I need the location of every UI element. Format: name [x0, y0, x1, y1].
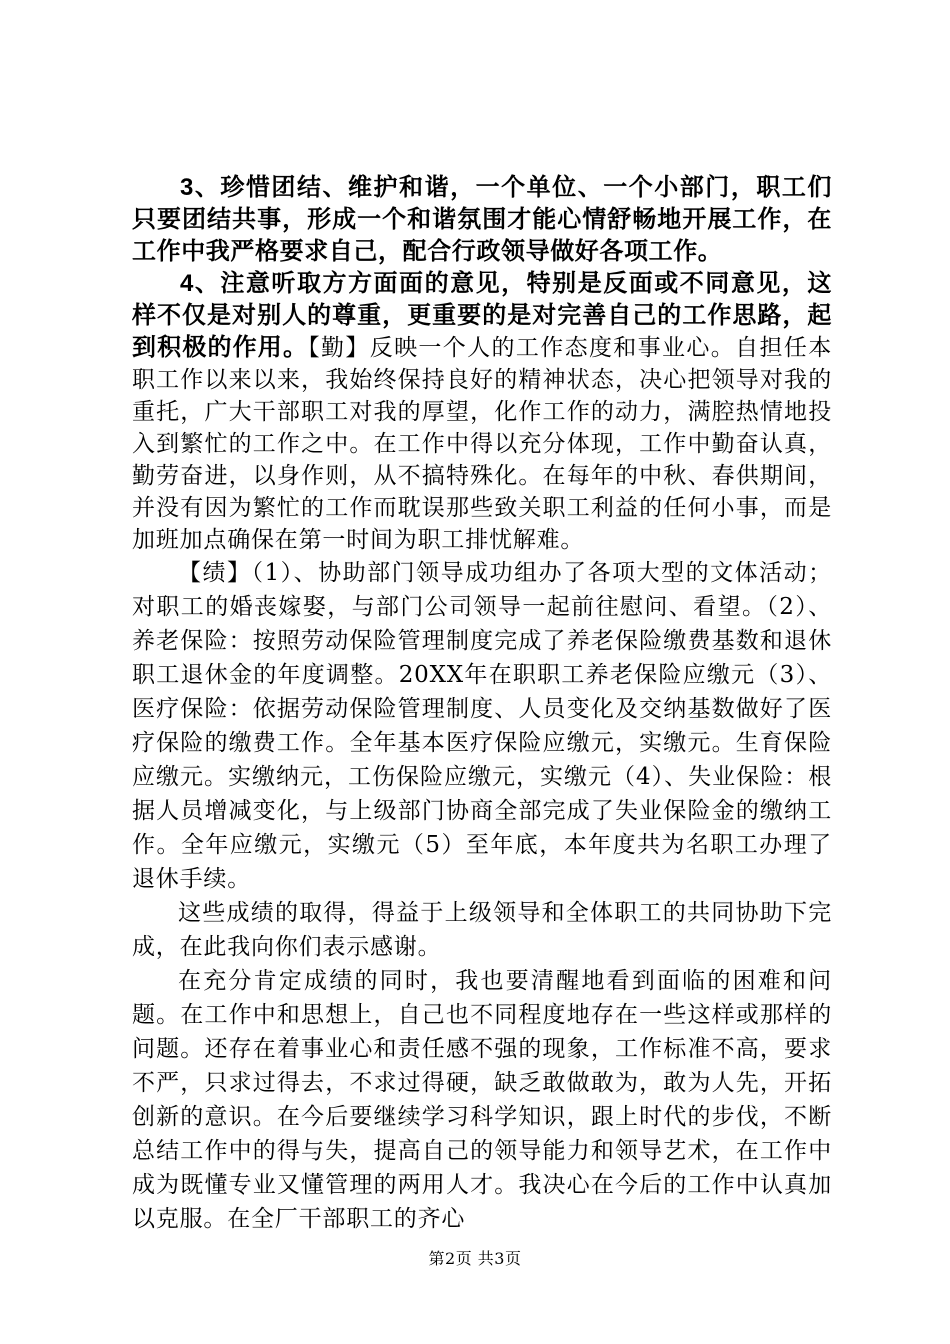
- paragraph-problems: 在充分肯定成绩的同时，我也要清醒地看到面临的困难和问题。在工作中和思想上，自己也不同程度地存在一些这样或那样的问题。还存在着事业心和责任感不强的现象，工作标准不高，要求不严，只求过得去，不求过得硬，缺乏敢做敢为，敢为人先，开拓创新的意识。在今后要继续学习科学知识，跟上时代的步伐，不断总结工作中的得与失，提高自己的领导能力和领导艺术，在工作中成为既懂专业又懂管理的两用人才。我决心在今后的工作中认真加以克服。在全厂干部职工的齐心: [132, 968, 832, 1232]
- document-body: [132, 172, 832, 1236]
- paragraph-4-diligence-text: 【勤】反映一个人的工作态度和事业心。自担任本职工作以来以来，我始终保持良好的精神状态，决心把领导对我的重托，广大干部职工对我的厚望，化作工作的动力，满腔热情地投入到繁忙的工作之中。在工作中得以充分体现，工作中勤奋认真，勤劳奋进，以身作则，从不搞特殊化。在每年的中秋、春供期间，并没有因为繁忙的工作而耽误那些致关职工利益的任何小事，而是加班加点确保在第一时间为职工排忧解难。: [132, 335, 832, 553]
- paragraph-4-bold-text: 4、注意听取方方面面的意见，特别是反面或不同意见，这样不仅是对别人的尊重，更重要的是对完善自己的工作思路，起到积极的作用。: [132, 270, 832, 361]
- page-footer: 第2页 共3页: [428, 1249, 522, 1268]
- paragraph-3: 3、珍惜团结、维护和谐，一个单位、一个小部门，职工们只要团结共事，形成一个和谐氛围才能心情舒畅地开展工作，在工作中我严格要求自己，配合行政领导做好各项工作。: [132, 174, 832, 265]
- paragraph-thanks: 这些成绩的取得，得益于上级领导和全体职工的共同协助下完成，在此我向你们表示感谢。: [132, 900, 832, 960]
- paragraph-4: [132, 268, 832, 556]
- paragraph-achievements: 【绩】（1）、协助部门领导成功组办了各项大型的文体活动；对职工的婚丧嫁娶，与部门公司领导一起前往慰问、看望。（2）、养老保险：按照劳动保险管理制度完成了养老保险缴费基数和退休职工退休金的年度调整。20XX年在职职工养老保险应缴元（3）、医疗保险：依据劳动保险管理制度、人员变化及交纳基数做好了医疗保险的缴费工作。全年基本医疗保险应缴元，实缴元。生育保险应缴元。实缴纳元，工伤保险应缴元，实缴元（4）、失业保险：根据人员增减变化，与上级部门协商全部完成了失业保险金的缴纳工作。全年应缴元，实缴元（5）至年底，本年度共为名职工办理了退休手续。: [132, 560, 832, 892]
